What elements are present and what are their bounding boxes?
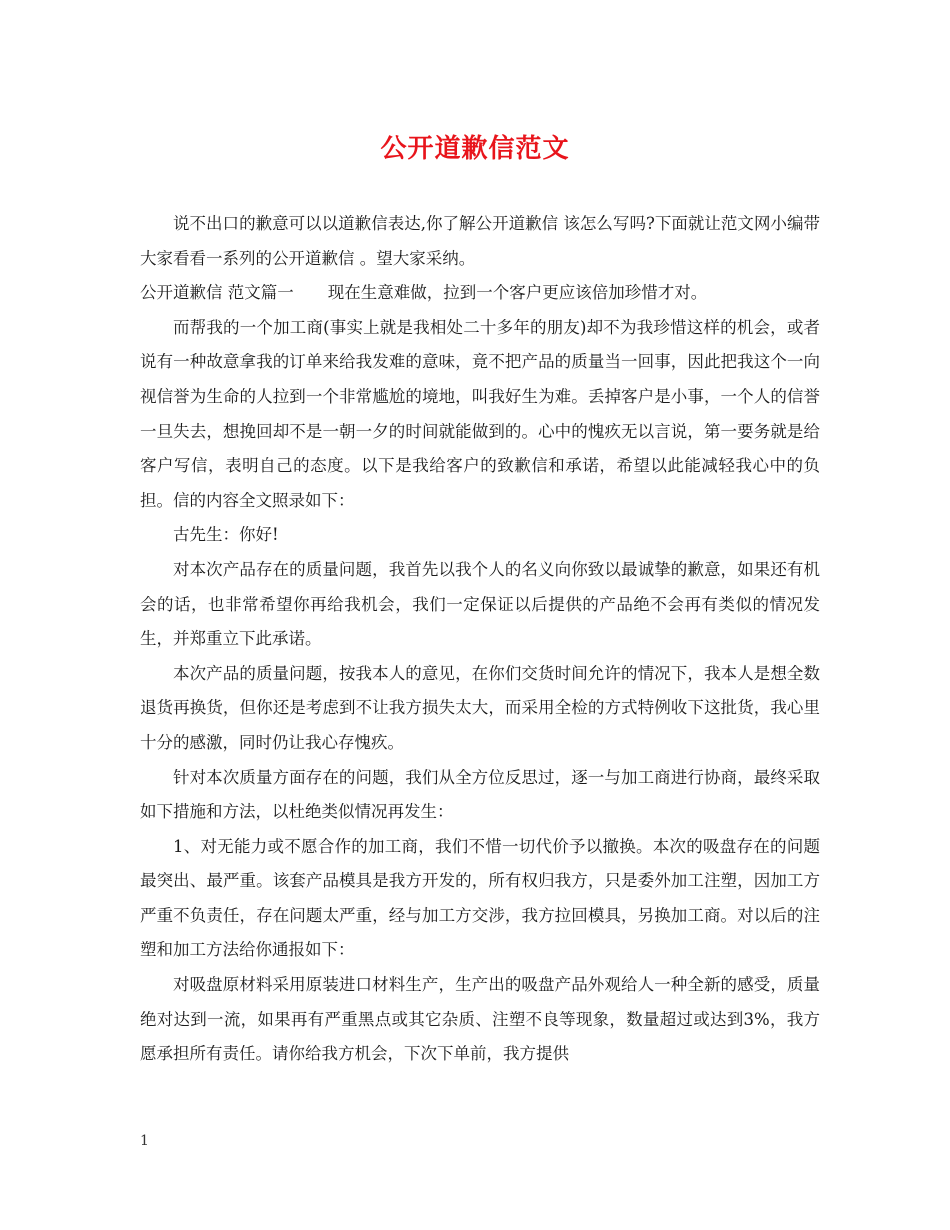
document-title: 公开道歉信范文 (380, 134, 570, 164)
letter-greeting: 古先生：你好! (173, 525, 279, 545)
section-label: 公开道歉信 范文篇一 (140, 283, 294, 303)
body-paragraph: 针对本次质量方面存在的问题，我们从全方位反思过，逐一与加工商进行协商，最终采取如下措施和方法，以杜绝类似情况再发生： (140, 767, 820, 822)
section-first-sentence: 现在生意难做，拉到一个客户更应该倍加珍惜才对。 (327, 283, 708, 303)
body-paragraph: 1、对无能力或不愿合作的加工商，我们不惜一切代价予以撤换。本次的吸盘存在的问题最突出、最严重。该套产品模具是我方开发的，所有权归我方，只是委外加工注塑，因加工方严重不负责任，存在问题太严重，经与加工方交涉，我方拉回模具，另换加工商。对以后的注塑和加工方法给你通报如下： (140, 836, 820, 960)
intro-paragraph: 说不出口的歉意可以以道歉信表达,你了解公开道歉信 该怎么写吗?下面就让范文网小编带大家看看一系列的公开道歉信 。望大家采纳。 (140, 214, 820, 268)
section-heading-line (140, 276, 820, 311)
body-paragraph: 对本次产品存在的质量问题，我首先以我个人的名义向你致以最诚挚的歉意，如果还有机会的话，也非常希望你再给我机会，我们一定保证以后提供的产品绝不会再有类似的情况发生，并郑重立下此承诺。 (140, 559, 820, 649)
body-paragraph: 对吸盘原材料采用原装进口材料生产，生产出的吸盘产品外观给人一种全新的感受，质量绝对达到一流，如果再有严重黑点或其它杂质、注塑不良等现象，数量超过或达到3%，我方愿承担所有责任。请你给我方机会，下次下单前，我方提供 (140, 975, 820, 1064)
document-body (140, 207, 820, 1072)
body-paragraph: 本次产品的质量问题，按我本人的意见，在你们交货时间允许的情况下，我本人是想全数退货再换货，但你还是考虑到不让我方损失太大，而采用全检的方式特例收下这批货，我心里十分的感激，同时仍让我心存愧疚。 (140, 663, 820, 752)
body-paragraph: 而帮我的一个加工商(事实上就是我相处二十多年的朋友)却不为我珍惜这样的机会，或者说有一种故意拿我的订单来给我发难的意味，竟不把产品的质量当一回事，因此把我这个一向视信誉为生命的人拉到一个非常尴尬的境地，叫我好生为难。丢掉客户是小事，一个人的信誉一旦失去，想挽回却不是一朝一夕的时间就能做到的。心中的愧疚无以言说，第一要务就是给客户写信，表明自己的态度。以下是我给客户的致歉信和承诺，希望以此能减轻我心中的负担。信的内容全文照录如下： (140, 317, 820, 510)
page-number: 1 (140, 1133, 149, 1149)
